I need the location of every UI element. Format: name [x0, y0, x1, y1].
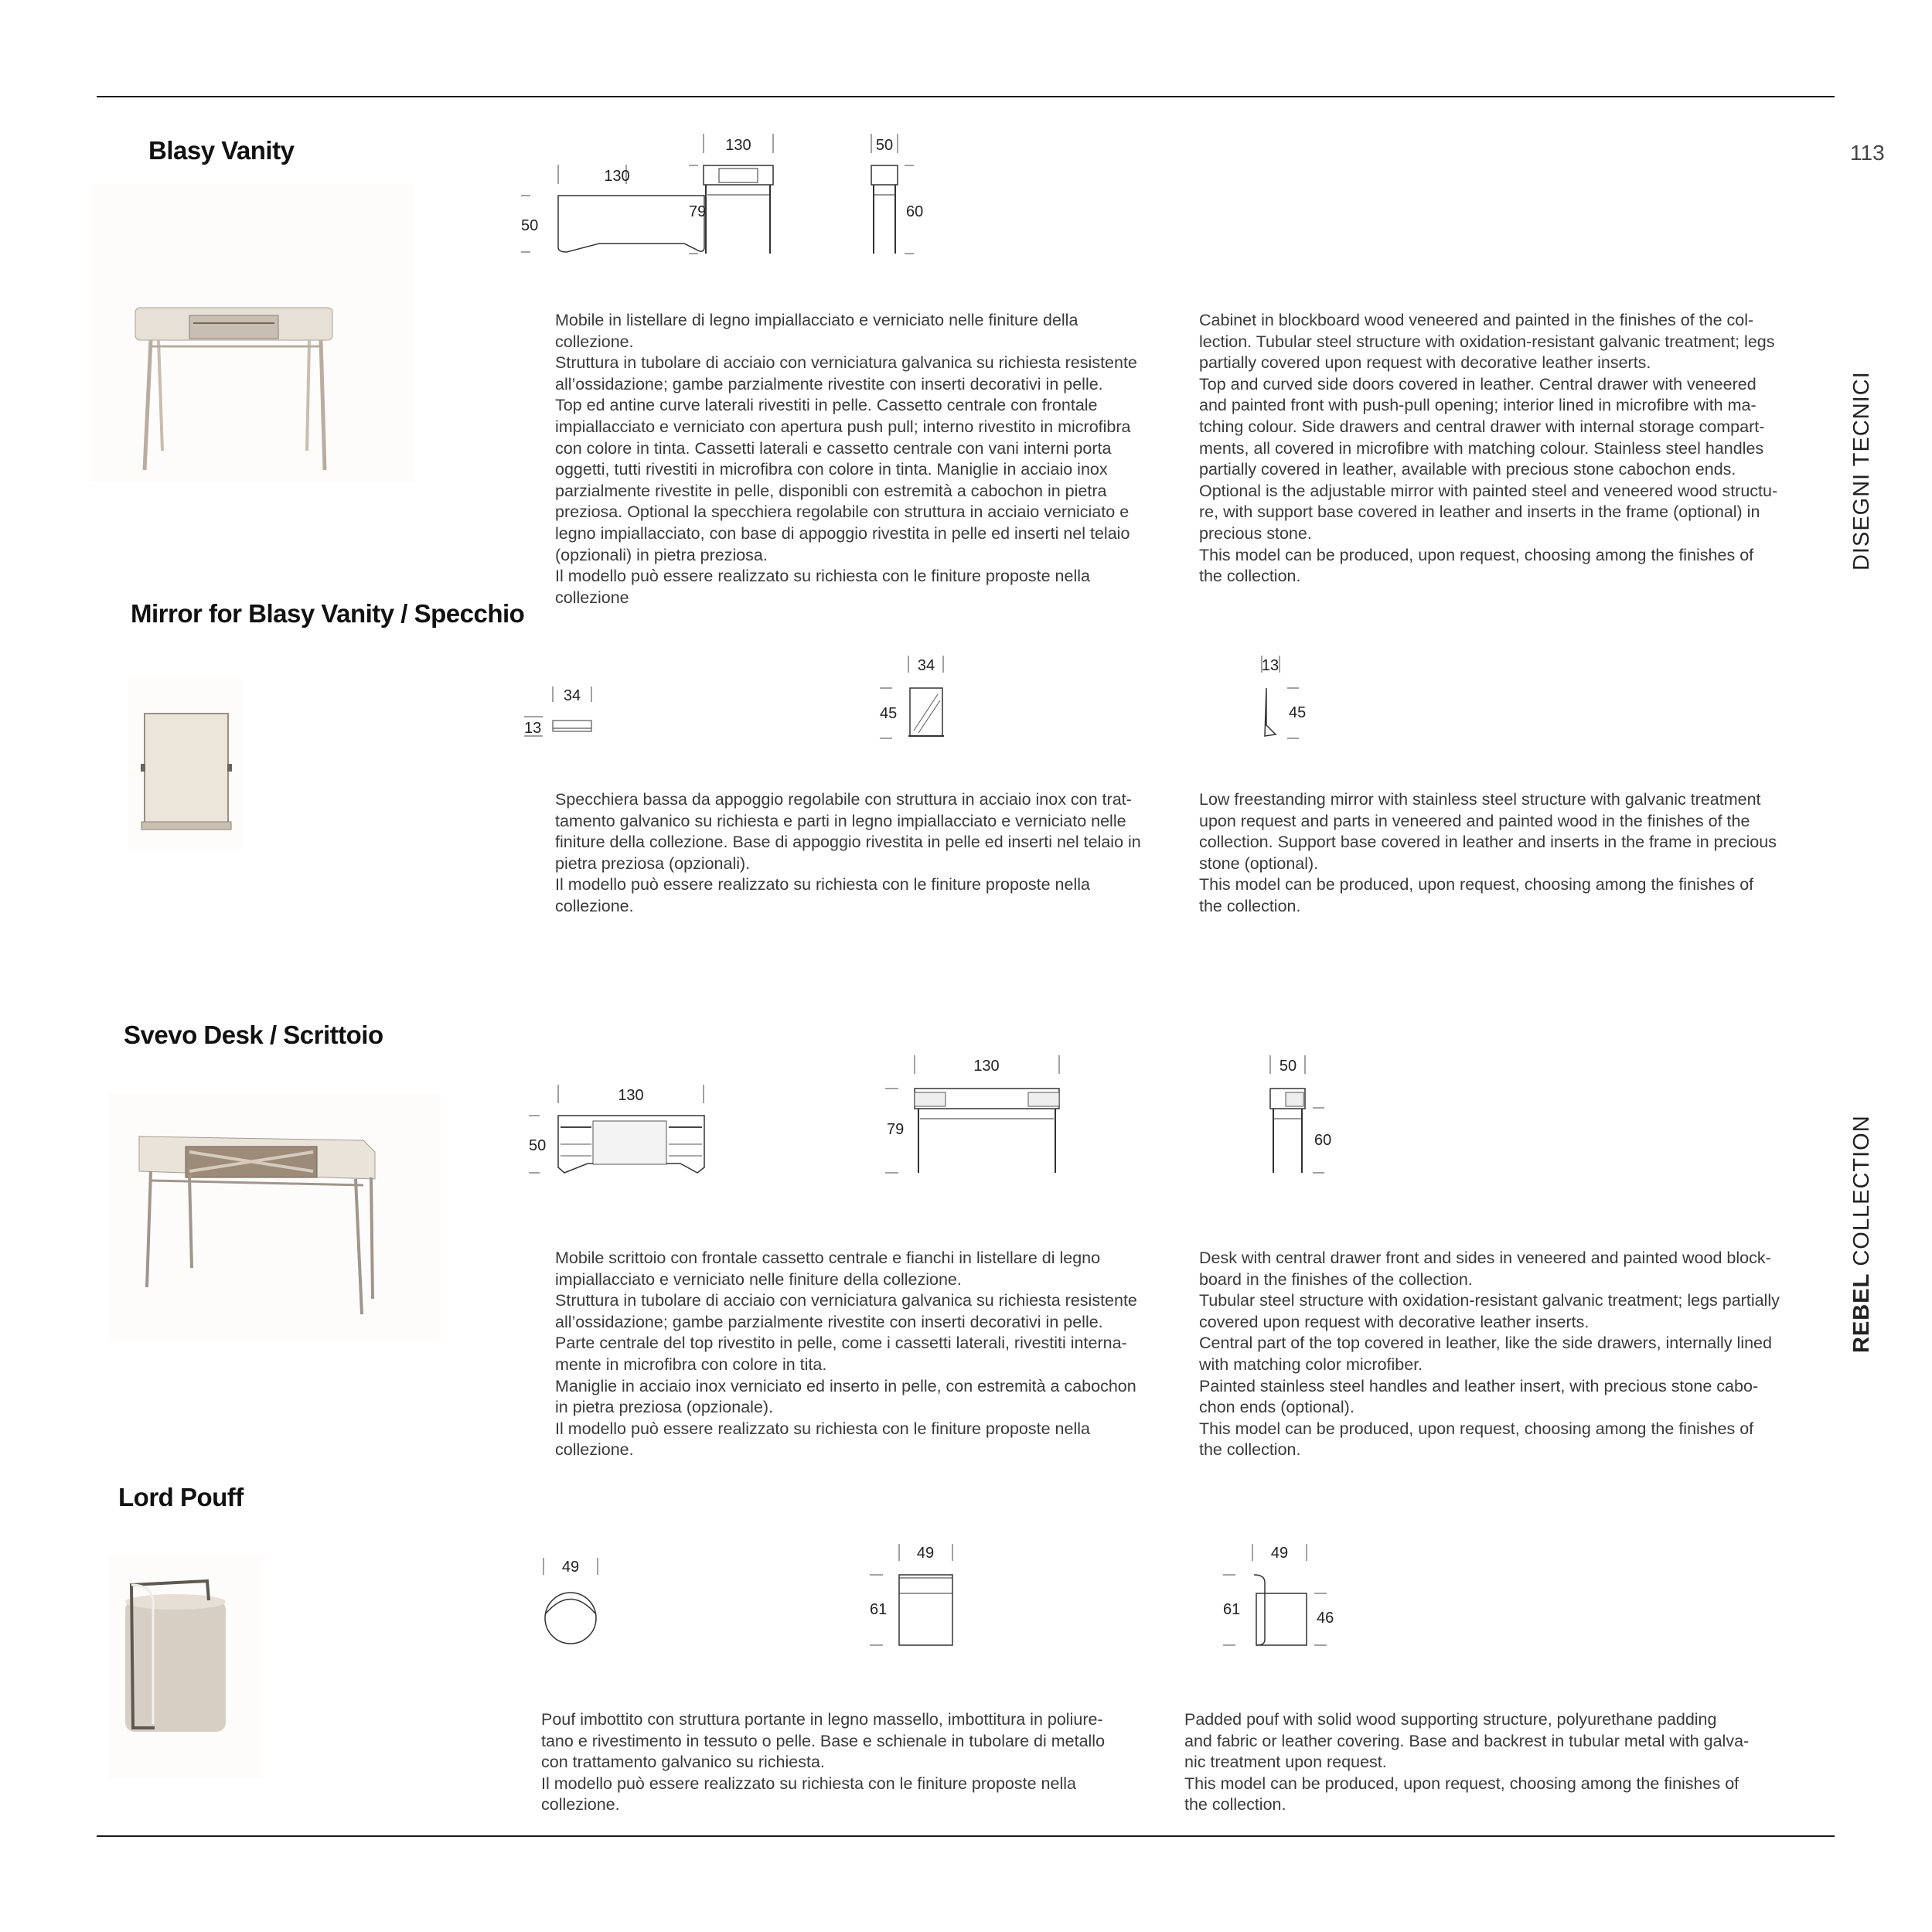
svg-text:49: 49	[916, 1545, 935, 1562]
desk-dimension-drawings	[518, 1048, 1368, 1187]
svg-text:79: 79	[887, 1121, 905, 1138]
page-number: 113	[1850, 141, 1885, 165]
product-title-svevo-desk: Svevo Desk / Scrittoio	[124, 1021, 383, 1049]
mirror-description-en: Low freestanding mirror with stainless steel structure with galvanic treatment upon request and parts in veneered and painted wood in the finishes of the collection. Support base covered in leather and inserts in the frame in precious stone (optional). This model can be produced, upon request, choosing among the finishes of the collection.	[1199, 790, 1777, 915]
svg-text:130: 130	[725, 137, 751, 154]
product-title-blasy-vanity: Blasy Vanity	[148, 136, 295, 165]
svg-text:45: 45	[880, 705, 898, 722]
top-rule	[97, 96, 1835, 97]
svg-text:50: 50	[875, 137, 894, 154]
svg-text:13: 13	[1261, 657, 1279, 674]
desk-description-en: Desk with central drawer front and sides in veneered and painted wood block- board in the finishes of the collection. Tubular steel structure with oxidation-resistant galvanic treatment; legs partially covered upon request with decorative leather inserts. Central part of the top covered in leather, like the side drawers, internally lined with matching color microfiber. Painted stainless steel handles and leather insert, with precious stone cabo- chon ends (optional). This model can be produced, upon request, choosing among the finishes of the collection.	[1199, 1249, 1780, 1460]
svg-text:34: 34	[563, 687, 581, 704]
svg-text:46: 46	[1317, 1610, 1334, 1627]
svg-text:13: 13	[524, 720, 542, 737]
svg-text:49: 49	[1270, 1545, 1289, 1562]
svg-text:60: 60	[1314, 1132, 1332, 1149]
pouf-photo	[108, 1554, 263, 1778]
svg-text:130: 130	[604, 168, 630, 185]
mirror-description-it: Specchiera bassa da appoggio regolabile con struttura in acciaio inox con trat- tamento galvanico su richiesta e parti in legno impiallacciato e verniciato nelle finiture della collezione. Base di appoggio rivestita in pelle ed inserti nel telaio in pietra preziosa (opzionali). Il modello può essere realizzato su richiesta con le finiture proposte nella collezione.	[555, 790, 1141, 915]
svg-text:50: 50	[521, 217, 539, 234]
product-title-mirror: Mirror for Blasy Vanity / Specchio	[131, 599, 525, 628]
bottom-rule	[97, 1835, 1835, 1837]
desk-photo	[108, 1094, 441, 1341]
svg-text:49: 49	[561, 1559, 580, 1576]
mirror-photo	[128, 679, 244, 849]
product-title-lord-pouff: Lord Pouff	[118, 1483, 244, 1511]
mirror-dimension-drawings	[518, 649, 1368, 750]
svg-text:61: 61	[870, 1601, 888, 1618]
svg-text:61: 61	[1223, 1601, 1241, 1618]
svg-text:45: 45	[1289, 704, 1307, 721]
section-label: DISEGNI TECNICI	[1849, 371, 1874, 571]
svg-text:34: 34	[917, 657, 935, 674]
svg-text:79: 79	[689, 203, 707, 220]
vanity-description-it: Mobile in listellare di legno impiallacciato e verniciato nelle finiture della collezione. Struttura in tubolare di acciaio con verniciatura galvanica su richiesta resistente all’ossidazione; gambe parzialmente rivestite con inserti decorativi in pelle. Top ed antine curve laterali rivestiti in pelle. Cassetto centrale con frontale impiallacciato e verniciato con apertura push pull; interno rivestito in microfibra con colore in tinta. Cassetti laterali e cassetto centrale con vani interni porta oggetti, tutti rivestiti in microfibra con colore in tinta. Maniglie in acciaio inox parzialmente rivestite in pelle, disponibli con estremità a cabochon in pietra preziosa. Optional la specchiera regolabile con struttura in acciaio verniciato e legno impiallacciato, con base di appoggio rivestita in pelle ed inserti nel telaio (opzionali) in pietra preziosa. Il modello può essere realizzato su richiesta con le finiture proposte nella collezione	[555, 311, 1137, 607]
vanity-dimension-drawings	[518, 124, 1368, 278]
svg-text:60: 60	[906, 203, 924, 220]
svg-text:50: 50	[1279, 1058, 1297, 1075]
svg-text:130: 130	[973, 1058, 1000, 1075]
vanity-description-en: Cabinet in blockboard wood veneered and painted in the finishes of the col- lection. Tubular steel structure with oxidation-resistant galvanic treatment; legs partially covered upon request with decorative leather inserts. Top and curved side doors covered in leather. Central drawer with veneered and painted front with push-pull opening; interior lined in microfibre with ma- tching colour. Side drawers and central drawer with internal storage compart- ments, all covered in microfibre with matching colour. Stainless steel handles partially covered in leather, available with precious stone cabochon ends. Optional is the adjustable mirror with painted steel and veneered wood structu- re, with support base covered in leather and inserts in the frame (optional) in precious stone. This model can be produced, upon request, choosing among the finishes of the collection.	[1199, 311, 1778, 586]
vanity-desk-photo	[89, 184, 414, 482]
svg-text:50: 50	[529, 1137, 547, 1154]
pouf-dimension-drawings	[533, 1542, 1384, 1666]
pouf-description-en: Padded pouf with solid wood supporting structure, polyurethane padding and fabric or leather covering. Base and backrest in tubular metal with galva- nic treatment upon request. This model can be produced, upon request, choosing among the finishes of the collection.	[1184, 1710, 1750, 1814]
svg-text:130: 130	[618, 1087, 644, 1104]
desk-description-it: Mobile scrittoio con frontale cassetto centrale e fianchi in listellare di legno impiallacciato e verniciato nelle finiture della collezione. Struttura in tubolare di acciaio con verniciatura galvanica su richiesta resistente all’ossidazione; gambe parzialmente rivestite con inserti decorativi in pelle. Parte centrale del top rivestito in pelle, come i cassetti laterali, rivestiti interna- mente in microfibra con colore in tita. Maniglie in acciaio inox verniciato ed inserto in pelle, con estremità a cabochon in pietra preziosa (opzionale). Il modello può essere realizzato su richiesta con le finiture proposte nella collezione.	[555, 1249, 1137, 1460]
pouf-description-it: Pouf imbottito con struttura portante in legno massello, imbottitura in poliure- tano e rivestimento in tessuto o pelle. Base e schienale in tubolare di metallo con trattamento galvanico su richiesta. Il modello può essere realizzato su richiesta con le finiture proposte nella collezione.	[541, 1710, 1106, 1814]
collection-label: REBEL COLLECTION	[1849, 1115, 1874, 1353]
